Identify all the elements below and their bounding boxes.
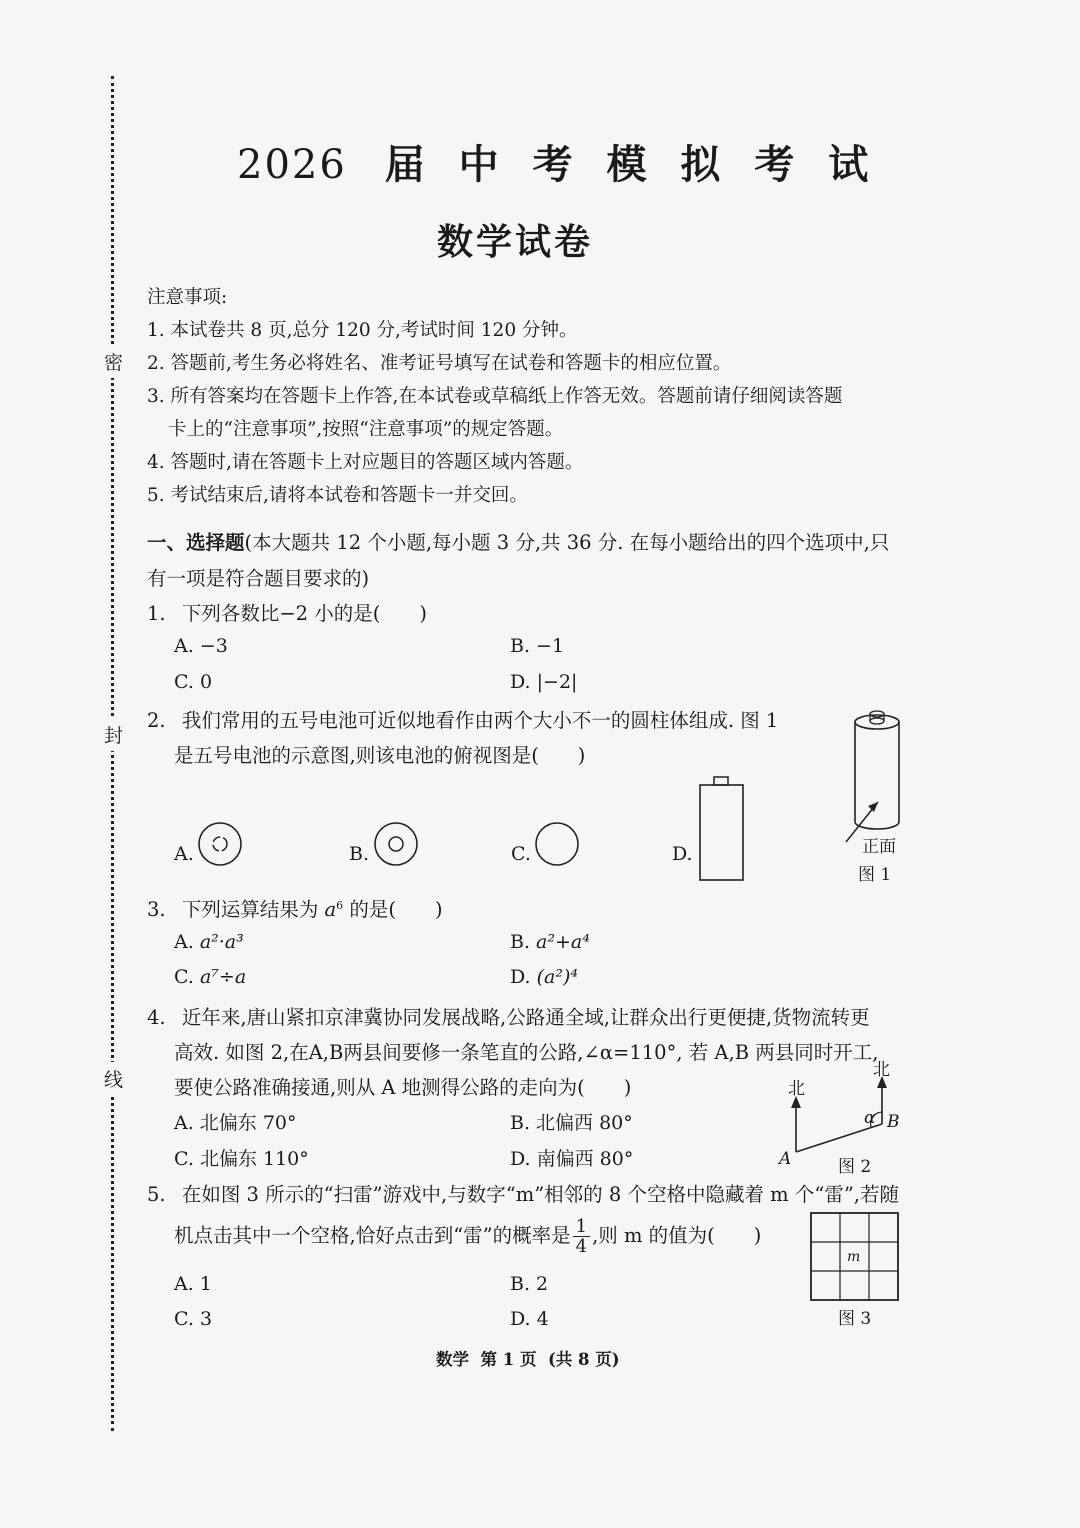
q5-text-line2	[174, 1215, 761, 1257]
battery-body	[700, 785, 743, 880]
binding-mark-feng: 封	[104, 718, 123, 751]
q3-option-d-label: D.	[510, 966, 537, 988]
q5-fraction	[573, 1217, 590, 1256]
q3-option-c	[174, 966, 246, 988]
q3-option-b-label: B.	[510, 931, 537, 953]
exam-subtitle: 数学试卷	[437, 221, 594, 263]
battery-terminal	[870, 718, 884, 724]
exam-year: 2026	[237, 142, 347, 188]
q1-option-c: C. 0	[174, 671, 213, 693]
q1-number: 1.	[147, 602, 166, 625]
q3-option-d	[510, 966, 578, 988]
battery-cap	[714, 777, 728, 785]
notice-heading: 注意事项:	[147, 287, 228, 308]
q2-option-d-label: D.	[672, 843, 693, 865]
q2-option-b-figure	[374, 822, 420, 868]
notice-item-4: 4. 答题时,请在答题卡上对应题目的答题区域内答题。	[147, 452, 584, 473]
q3-option-b	[510, 931, 590, 953]
notice-item-3: 3. 所有答案均在答题卡上作答,在本试卷或草稿纸上作答无效。答题前请仔细阅读答题	[147, 386, 843, 407]
figure-2-point-b: B	[887, 1112, 900, 1132]
q4-text-line1: 近年来,唐山紧扣京津冀协同发展战略,公路通全域,让群众出行更便捷,货物流转更	[181, 1006, 870, 1029]
figure-3-center-m: m	[847, 1249, 861, 1265]
q1-option-b: B. −1	[510, 635, 565, 657]
q5-option-c: C. 3	[174, 1308, 213, 1330]
inner-circle	[389, 837, 403, 851]
binding-mark-mi: 密	[104, 345, 123, 378]
q1-text: 下列各数比−2 小的是( )	[181, 602, 427, 625]
q2-stem	[147, 705, 778, 733]
q3-text-before: 下列运算结果为	[181, 898, 325, 921]
q5-option-a: A. 1	[174, 1273, 212, 1295]
dashed-inner-circle	[213, 837, 227, 851]
q2-option-b-label: B.	[349, 843, 370, 865]
figure-1-caption: 图 1	[858, 865, 892, 885]
q4-option-d: D. 南偏西 80°	[510, 1148, 634, 1170]
figure-2-point-a: A	[779, 1149, 792, 1169]
section-title: 一、选择题	[147, 531, 245, 554]
q2-option-c-label: C.	[511, 843, 531, 865]
q4-text-line3: 要使公路准确接通,则从 A 地测得公路的走向为( )	[174, 1076, 632, 1099]
section-heading	[147, 527, 889, 555]
q4-number: 4.	[147, 1006, 166, 1029]
q3-option-c-label: C.	[174, 966, 200, 988]
figure-2-north-b: 北	[873, 1060, 890, 1080]
q3-option-d-expr: (a²)⁴	[536, 966, 579, 988]
binding-dotted-line	[111, 76, 114, 1431]
notice-item-2: 2. 答题前,考生务必将姓名、准考证号填写在试卷和答题卡的相应位置。	[147, 353, 732, 374]
road-ab	[796, 1124, 882, 1152]
q3-option-a-expr: a²·a³	[199, 931, 244, 953]
outer-circle	[375, 823, 417, 865]
q5-text-after: ,则 m 的值为( )	[592, 1224, 762, 1247]
q5-text-before: 机点击其中一个空格,恰好点击到“雷”的概率是	[174, 1224, 571, 1247]
q5-number: 5.	[147, 1183, 166, 1206]
figure-2-caption: 图 2	[838, 1157, 872, 1177]
outer-circle	[199, 823, 241, 865]
q4-text-line2: 高效. 如图 2,在A,B两县间要修一条笔直的公路,∠α=110°, 若 A,B 两县同时开工,	[174, 1041, 879, 1064]
figure-1-front-label: 正面	[862, 837, 896, 857]
q2-option-c-figure	[535, 822, 581, 868]
page-footer: 数学 第 1 页 (共 8 页)	[436, 1350, 620, 1369]
notice-item-1: 1. 本试卷共 8 页,总分 120 分,考试时间 120 分钟。	[147, 320, 578, 341]
binding-mark-xian: 线	[104, 1062, 123, 1095]
q3-option-a-label: A.	[174, 931, 200, 953]
q2-number: 2.	[147, 709, 166, 732]
q2-option-d-figure	[699, 776, 745, 882]
q3-option-a	[174, 931, 244, 953]
q4-option-c: C. 北偏东 110°	[174, 1148, 309, 1170]
q1-stem	[147, 598, 427, 626]
q5-option-d: D. 4	[510, 1308, 549, 1330]
q1-option-d: D. |−2|	[510, 671, 578, 693]
front-arrow-head	[868, 802, 878, 812]
q4-stem	[147, 1002, 870, 1030]
q3-text-after: 的是( )	[343, 898, 443, 921]
section-description-cont: 有一项是符合题目要求的)	[147, 567, 370, 590]
notice-item-3-cont: 卡上的“注意事项”,按照“注意事项”的规定答题。	[168, 419, 564, 440]
q2-option-a-label: A.	[174, 843, 194, 865]
q3-var: a	[324, 898, 337, 921]
q2-text-line1: 我们常用的五号电池可近似地看作由两个大小不一的圆柱体组成. 图 1	[181, 709, 779, 732]
exam-title	[237, 133, 878, 190]
q3-number: 3.	[147, 898, 166, 921]
figure-2-alpha: α	[864, 1108, 876, 1128]
q5-text-line1: 在如图 3 所示的“扫雷”游戏中,与数字“m”相邻的 8 个空格中隐藏着 m 个“雷”,若随	[181, 1183, 900, 1206]
q5-stem	[147, 1179, 899, 1207]
q5-option-b: B. 2	[510, 1273, 549, 1295]
q4-option-b: B. 北偏西 80°	[510, 1112, 633, 1134]
fraction-denominator: 4	[575, 1236, 588, 1257]
q3-stem	[147, 894, 443, 922]
q2-option-a-figure	[198, 822, 244, 868]
q2-text-line2: 是五号电池的示意图,则该电池的俯视图是( )	[174, 744, 586, 767]
figure-1-battery	[838, 710, 918, 850]
q4-option-a: A. 北偏东 70°	[174, 1112, 297, 1134]
exam-title-text: 届 中 考 模 拟 考 试	[384, 141, 879, 188]
single-circle	[536, 823, 578, 865]
q1-option-a: A. −3	[174, 635, 228, 657]
q3-option-c-expr: a⁷÷a	[199, 966, 247, 988]
terminal-top	[870, 711, 884, 717]
fraction-numerator: 1	[573, 1217, 590, 1237]
q3-exp: 6	[336, 899, 344, 912]
notice-item-5: 5. 考试结束后,请将本试卷和答题卡一并交回。	[147, 485, 528, 506]
figure-3-caption: 图 3	[838, 1309, 872, 1329]
q3-option-b-expr: a²+a⁴	[536, 931, 590, 953]
section-description: (本大题共 12 个小题,每小题 3 分,共 36 分. 在每小题给出的四个选项中,只	[244, 531, 890, 554]
figure-2-north-a: 北	[788, 1079, 805, 1099]
